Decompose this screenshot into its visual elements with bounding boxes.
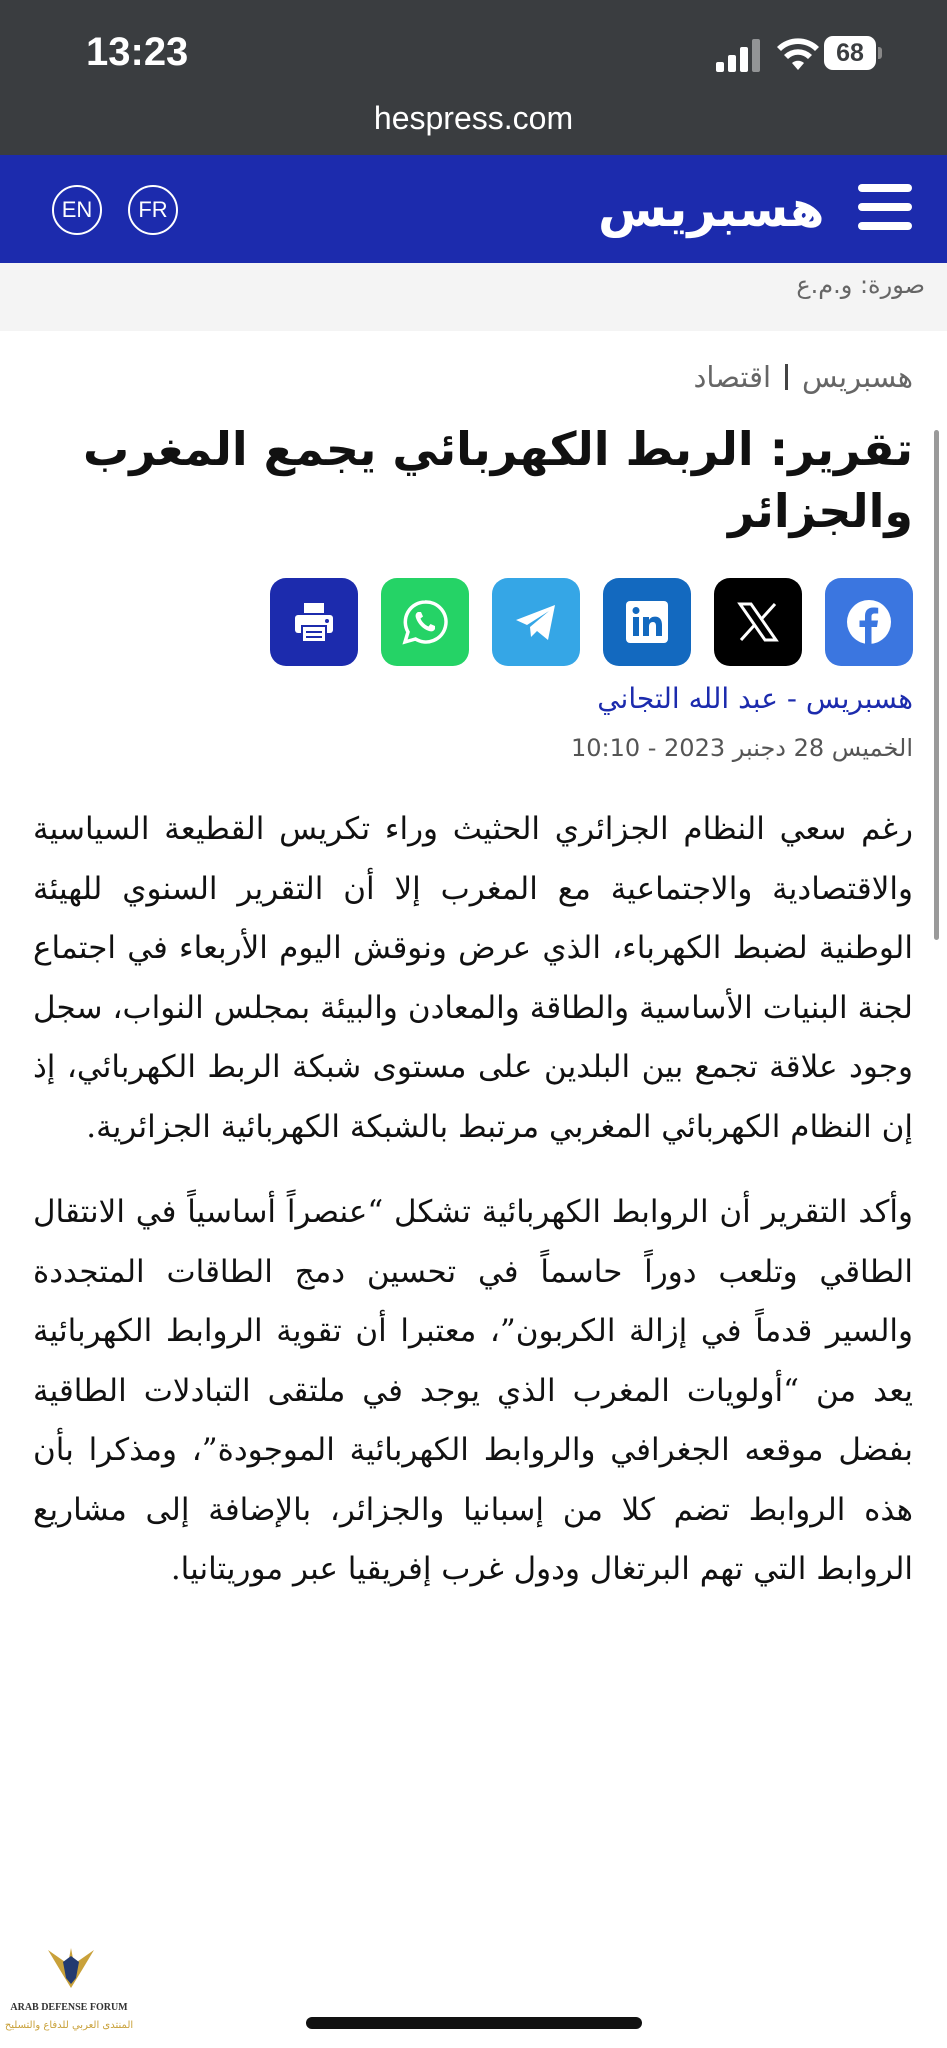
telegram-icon <box>512 598 560 646</box>
printer-icon <box>290 598 338 646</box>
battery-level: 68 <box>824 36 876 70</box>
cellular-signal-icon <box>716 38 766 72</box>
image-caption-strip <box>0 263 947 331</box>
image-caption: صورة: و.م.ع <box>796 271 925 299</box>
status-bar <box>0 0 947 155</box>
clock: 13:23 <box>86 30 189 74</box>
breadcrumb-site[interactable]: هسبريس <box>802 360 913 394</box>
linkedin-share-button[interactable] <box>603 578 691 666</box>
article-paragraph: وأكد التقرير أن الروابط الكهربائية تشكل “عنصراً أساسياً في الانتقال الطاقي وتلعب دوراً حاسماً في تحسين دمج الطاقات المتجددة والسير قدماً في إزالة الكربون”، معتبرا أن تقوية الروابط الكهربائية يعد من “أولويات المغرب الذي يوجد في ملتقى التبادلات الطاقية بفضل موقعه الجغرافي والروابط الكهربائية الموجودة”، ومذكرا بأن هذه الروابط تضم كلا من إسبانيا والجزائر، بالإضافة إلى مشاريع الروابط التي تهم البرتغال ودول غرب إفريقيا عبر موريتانيا. <box>33 1194 913 1587</box>
article-paragraph: رغم سعي النظام الجزائري الحثيث وراء تكريس القطيعة السياسية والاقتصادية والاجتماعية مع المغرب إلا أن التقرير السنوي للهيئة الوطنية لضبط الكهرباء، الذي عرض ونوقش اليوم الأربعاء في اجتماع لجنة البنيات الأساسية والطاقة والمعادن والبيئة بمجلس النواب، سجل وجود علاقة تجمع بين البلدين على مستوى شبكة الربط الكهربائي، إذ إن النظام الكهربائي المغربي مرتبط بالشبكة الكهربائية الجزائرية. <box>33 811 913 1145</box>
watermark-logo <box>4 1940 134 2044</box>
whatsapp-share-button[interactable] <box>381 578 469 666</box>
article-author[interactable]: هسبريس - عبد الله التجاني <box>597 682 913 715</box>
eagle-emblem-icon <box>46 1944 96 1990</box>
battery-icon <box>824 36 882 70</box>
x-share-button[interactable] <box>714 578 802 666</box>
language-en-button[interactable]: EN <box>52 185 102 235</box>
breadcrumb <box>693 360 913 394</box>
language-fr-button[interactable]: FR <box>128 185 178 235</box>
hamburger-menu-icon[interactable] <box>858 184 914 230</box>
scrollbar[interactable] <box>934 430 939 940</box>
facebook-icon <box>845 598 893 646</box>
breadcrumb-separator <box>785 364 788 390</box>
article-body <box>33 800 913 1626</box>
breadcrumb-section[interactable]: اقتصاد <box>693 360 772 394</box>
article-title: تقرير: الربط الكهربائي يجمع المغرب والجزائر <box>82 422 913 538</box>
watermark-text-ar: المنتدى العربي للدفاع والتسليح <box>4 2020 134 2031</box>
watermark-text-en: ARAB DEFENSE FORUM <box>10 2002 128 2013</box>
print-button[interactable] <box>270 578 358 666</box>
whatsapp-icon <box>401 598 449 646</box>
wifi-icon <box>776 36 820 72</box>
telegram-share-button[interactable] <box>492 578 580 666</box>
share-buttons <box>270 578 913 666</box>
site-header <box>0 155 947 263</box>
x-icon <box>734 598 782 646</box>
article-date: الخميس 28 دجنبر 2023 - 10:10 <box>570 734 913 762</box>
address-bar-url[interactable]: hespress.com <box>373 100 574 136</box>
home-indicator[interactable] <box>306 2017 642 2029</box>
linkedin-icon <box>623 598 671 646</box>
site-logo[interactable]: هسبريس <box>598 180 825 238</box>
facebook-share-button[interactable] <box>825 578 913 666</box>
